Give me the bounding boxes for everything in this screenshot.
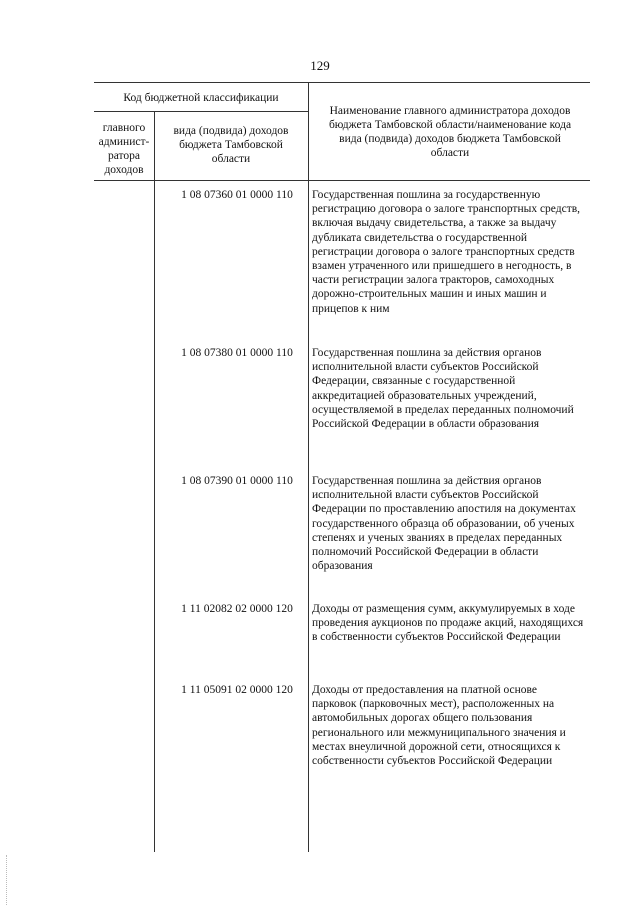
page-number: 129 — [310, 58, 330, 73]
table-row-description: Государственная пошлина за действия органов исполнительной власти субъектов Российской Федерации, связанные с государственной аккредитацией образовательных учреждений, осуществляемой в пределах переданных полномочий Российской Федерации в области образования — [312, 347, 574, 431]
scan-artifact — [6, 855, 9, 905]
column-divider-admin — [154, 111, 155, 852]
header-name-column: Наименование главного администратора доходов бюджета Тамбовской области/наименование кода вида (подвида) доходов бюджета Тамбовской области — [328, 105, 572, 159]
table-row-code: 1 11 02082 02 0000 120 — [181, 603, 293, 615]
header-code-column: вида (подвида) доходов бюджета Тамбовской области — [173, 125, 289, 165]
table-row-description: Государственная пошлина за действия органов исполнительной власти субъектов Российской Федерации по проставлению апостиля на документах государственного образца об образовании, об ученых степенях и ученых званиях в пределах переданных полномочий Российской Федерации в области образования — [312, 475, 576, 573]
header-group-title: Код бюджетной классификации — [123, 92, 279, 104]
header-admin-column: главного админист-ратора доходов — [98, 122, 150, 176]
table-row-code: 1 08 07380 01 0000 110 — [181, 347, 293, 359]
table-row-code: 1 11 05091 02 0000 120 — [181, 684, 293, 696]
table-row-description: Доходы от размещения сумм, аккумулируемых в ходе проведения аукционов по продаже акций, находящихся в собственности субъектов Российской Федерации — [312, 603, 584, 644]
table-row-description: Доходы от предоставления на платной основе парковок (парковочных мест), расположенных на автомобильных дорогах общего пользования регионального или межмуниципального значения и местах внеуличной дорожной сети, относящихся к собственности субъектов Российской Федерации — [312, 684, 566, 768]
column-divider-code — [308, 82, 309, 852]
table-row-code: 1 08 07390 01 0000 110 — [181, 475, 293, 487]
table-top-rule — [94, 82, 590, 83]
budget-classification-table — [94, 82, 590, 852]
table-row-code: 1 08 07360 01 0000 110 — [181, 189, 293, 201]
header-group-rule — [94, 111, 308, 112]
header-bottom-rule — [94, 180, 590, 181]
table-row-description: Государственная пошлина за государственную регистрацию договора о залоге транспортных средств, включая выдачу свидетельства, а также за выдачу дубликата свидетельства о государственной регистрации договора о залоге транспортных средств взамен утраченного или пришедшего в негодность, в части регистрации залога тракторов, самоходных дорожно-строительных машин и иных машин и прицепов к ним — [312, 189, 581, 315]
